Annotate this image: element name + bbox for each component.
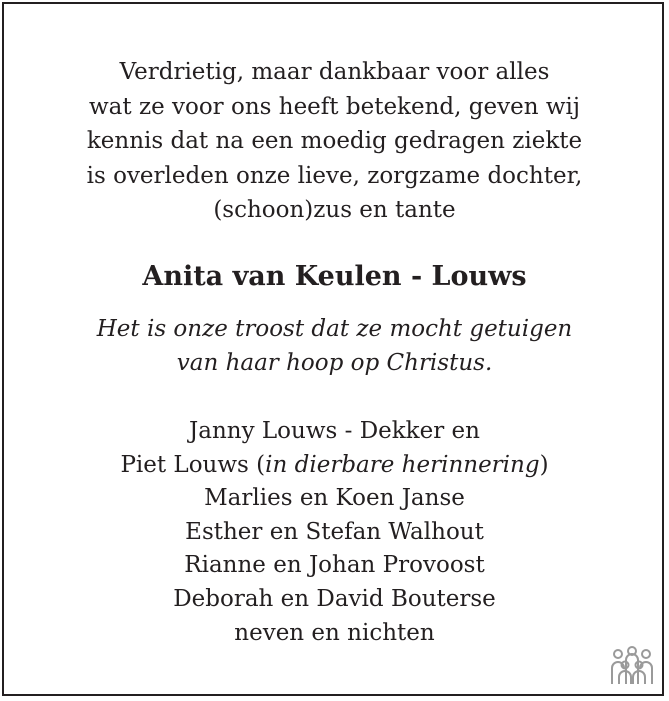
family-line: Deborah en David Bouterse (173, 585, 496, 612)
intro-text (0, 55, 669, 228)
intro-line: is overleden onze lieve, zorgzame dochter, (86, 162, 583, 189)
quote-line: Het is onze troost dat ze mocht getuigen (96, 316, 573, 342)
quote-line: van haar hoop op Christus. (176, 350, 493, 376)
family-line: Marlies en Koen Janse (204, 485, 465, 512)
family-line: Janny Louws - Dekker en (189, 418, 480, 444)
paren-close: ) (539, 451, 549, 478)
intro-line: kennis dat na een moedig gedragen ziekte (86, 128, 583, 154)
paren-open: ( (248, 451, 266, 478)
family-group-icon (609, 646, 655, 686)
family-line: Rianne en Johan Provoost (184, 552, 485, 579)
family-list (0, 415, 669, 650)
family-line: Esther en Stefan Walhout (185, 518, 484, 545)
family-member-name: Piet Louws (120, 451, 249, 478)
deceased-name: Anita van Keulen - Louws (142, 261, 527, 292)
family-line (0, 449, 669, 483)
family-line: neven en nichten (234, 619, 435, 646)
in-memoriam-note: in dierbare herinnering (265, 451, 540, 478)
intro-line: wat ze voor ons heeft betekend, geven wij (89, 93, 580, 120)
quote-text (0, 312, 669, 380)
intro-line: Verdrietig, maar dankbaar voor alles (119, 59, 550, 85)
intro-line: (schoon)zus en tante (213, 197, 456, 223)
